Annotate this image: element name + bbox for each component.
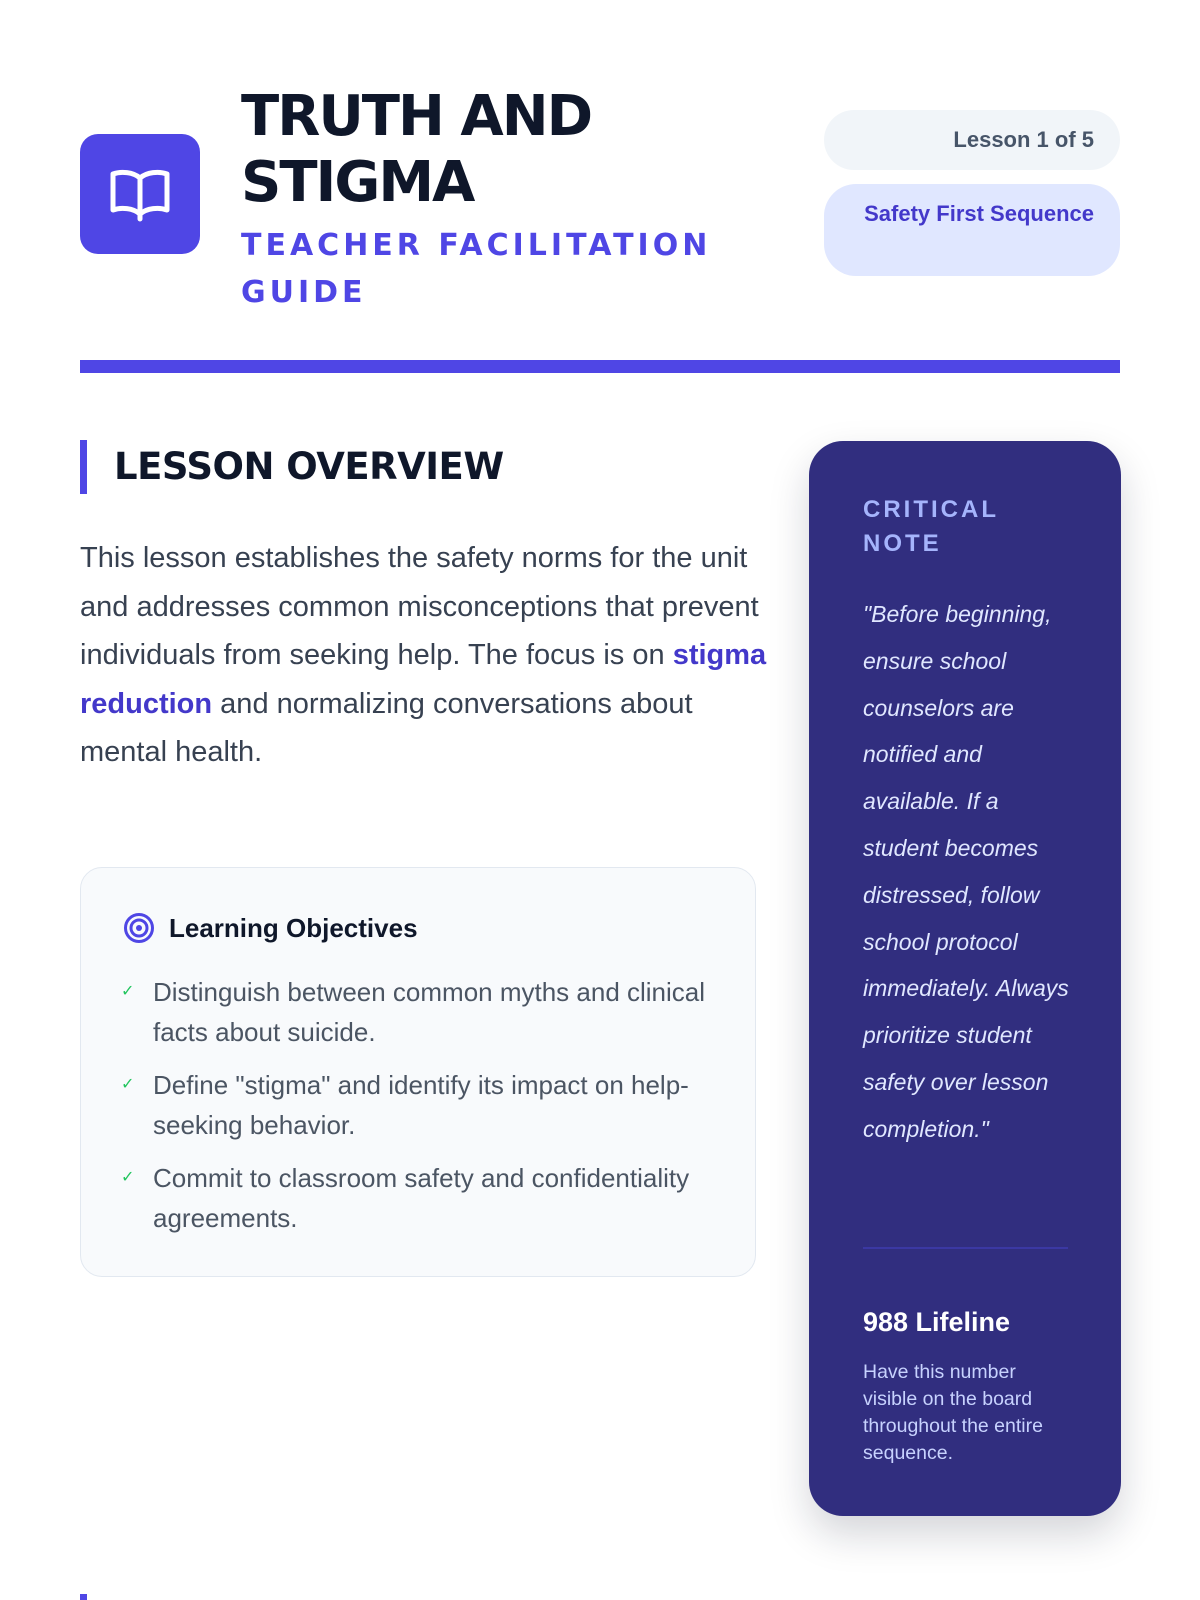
- objective-text: Distinguish between common myths and clinical facts about suicide.: [153, 977, 706, 1047]
- list-item: [121, 1065, 721, 1145]
- lesson-badges: [824, 110, 1120, 276]
- objectives-header: [123, 912, 418, 944]
- page-subtitle: TEACHER FACILITATION GUIDE: [241, 228, 712, 310]
- overview-paragraph: [80, 534, 770, 777]
- objectives-list: [121, 972, 721, 1251]
- overview-text-end: and normalizing conversations about mental health.: [80, 687, 693, 768]
- lesson-number-badge: Lesson 1 of 5: [824, 110, 1120, 170]
- critical-note-label: CRITICAL NOTE: [863, 496, 999, 557]
- note-divider: [863, 1247, 1068, 1249]
- overview-highlight: stigma reduction: [80, 639, 767, 720]
- logo-badge: [80, 134, 200, 254]
- list-item: [121, 972, 721, 1052]
- check-icon: ✓: [121, 1076, 135, 1093]
- title-block: [241, 84, 741, 316]
- sequence-badge: Safety First Sequence: [824, 184, 1120, 276]
- learning-objectives-card: [80, 867, 756, 1277]
- page-title: TRUTH AND STIGMA: [241, 84, 592, 215]
- header-divider: [80, 360, 1120, 373]
- critical-note-card: [809, 441, 1121, 1516]
- overview-text-start: This lesson establishes the safety norms for the unit and addresses common misconceptions that prevent individuals from seeking help. The focus is on: [80, 542, 759, 671]
- guide-header: [80, 80, 1120, 310]
- objective-text: Define "stigma" and identify its impact on help-seeking behavior.: [153, 1070, 689, 1140]
- open-book-icon: [109, 166, 171, 222]
- lifeline-text: Have this number visible on the board throughout the entire sequence.: [863, 1361, 1043, 1464]
- section-heading-overview: [80, 440, 504, 494]
- check-icon: ✓: [121, 1169, 135, 1186]
- target-icon: [123, 912, 155, 944]
- next-section-accent: [80, 1594, 87, 1600]
- objectives-title: Learning Objectives: [169, 912, 418, 943]
- objective-text: Commit to classroom safety and confidentiality agreements.: [153, 1163, 690, 1233]
- lifeline-title: 988 Lifeline: [863, 1307, 1011, 1337]
- list-item: [121, 1158, 721, 1238]
- section-title: LESSON OVERVIEW: [114, 445, 504, 488]
- critical-note-quote: "Before beginning, ensure school counselors are notified and available. If a student becomes distressed, follow school protocol immediately. Always prioritize student safety over lesson completion.": [863, 601, 1069, 1142]
- check-icon: ✓: [121, 983, 135, 1000]
